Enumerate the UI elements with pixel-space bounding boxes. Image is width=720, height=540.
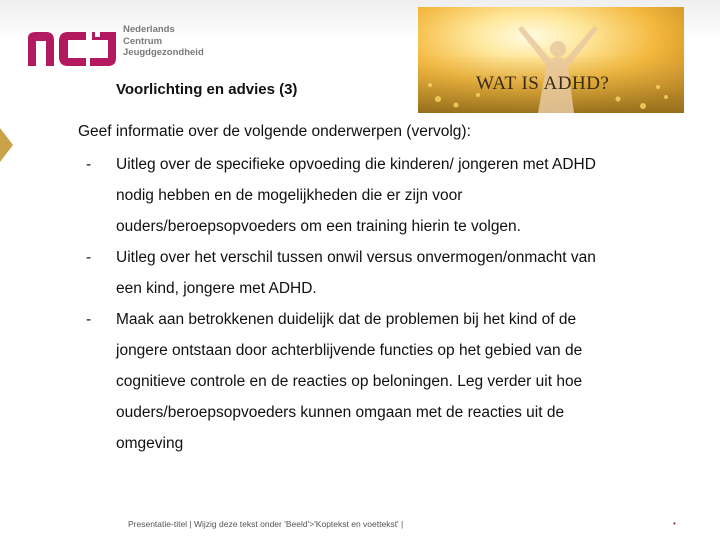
logo-line-1: Nederlands [123, 24, 175, 35]
hero-image [418, 7, 684, 113]
bullet-3-line-4: ouders/beroepsopvoeders kunnen omgaan met de reacties uit de [116, 404, 565, 421]
bullet-item-1 [78, 149, 698, 242]
page-number-marker: • [673, 519, 676, 528]
bullet-3-line-1: Maak aan betrokkenen duidelijk dat de problemen bij het kind of de [116, 311, 577, 328]
slide-footer: Presentatie-titel | Wijzig deze tekst onder 'Beeld'>'Koptekst en voettekst' | [128, 519, 404, 529]
ncj-logo-mark [28, 28, 116, 68]
logo-wordmark [123, 24, 204, 59]
logo-line-3: Jeugdgezondheid [123, 47, 204, 58]
bullet-3-line-5: omgeving [116, 435, 184, 452]
bullet-dash: - [86, 249, 92, 266]
bullet-1-line-2: nodig hebben en de mogelijkheden die er zijn voor [116, 187, 463, 204]
bullet-dash: - [86, 156, 92, 173]
bullet-3-line-3: cognitieve controle en de reacties op beloningen. Leg verder uit hoe [116, 373, 583, 390]
bullet-1-line-1: Uitleg over de specifieke opvoeding die kinderen/ jongeren met ADHD [116, 156, 596, 173]
slide-subtitle: Voorlichting en advies (3) [116, 81, 298, 98]
bullet-item-3 [78, 304, 698, 459]
slide-arrow-marker [0, 128, 13, 162]
bullet-2-line-2: een kind, jongere met ADHD. [116, 280, 317, 297]
bullet-2-line-1: Uitleg over het verschil tussen onwil versus onvermogen/onmacht van [116, 249, 596, 266]
bullet-dash: - [86, 311, 92, 328]
bullet-3-line-2: jongere ontstaan door achterblijvende functies op het gebied van de [116, 342, 583, 359]
hero-caption: WAT IS ADHD? [476, 73, 610, 94]
bullet-item-2 [78, 242, 698, 304]
slide-body [78, 119, 698, 459]
logo-line-2: Centrum [123, 35, 163, 47]
hero-illustration [418, 7, 684, 113]
intro-text: Geef informatie over de volgende onderwerpen (vervolg): [78, 123, 471, 140]
bullet-1-line-3: ouders/beroepsopvoeders om een training hierin te volgen. [116, 218, 521, 235]
ncj-logo [28, 24, 208, 70]
